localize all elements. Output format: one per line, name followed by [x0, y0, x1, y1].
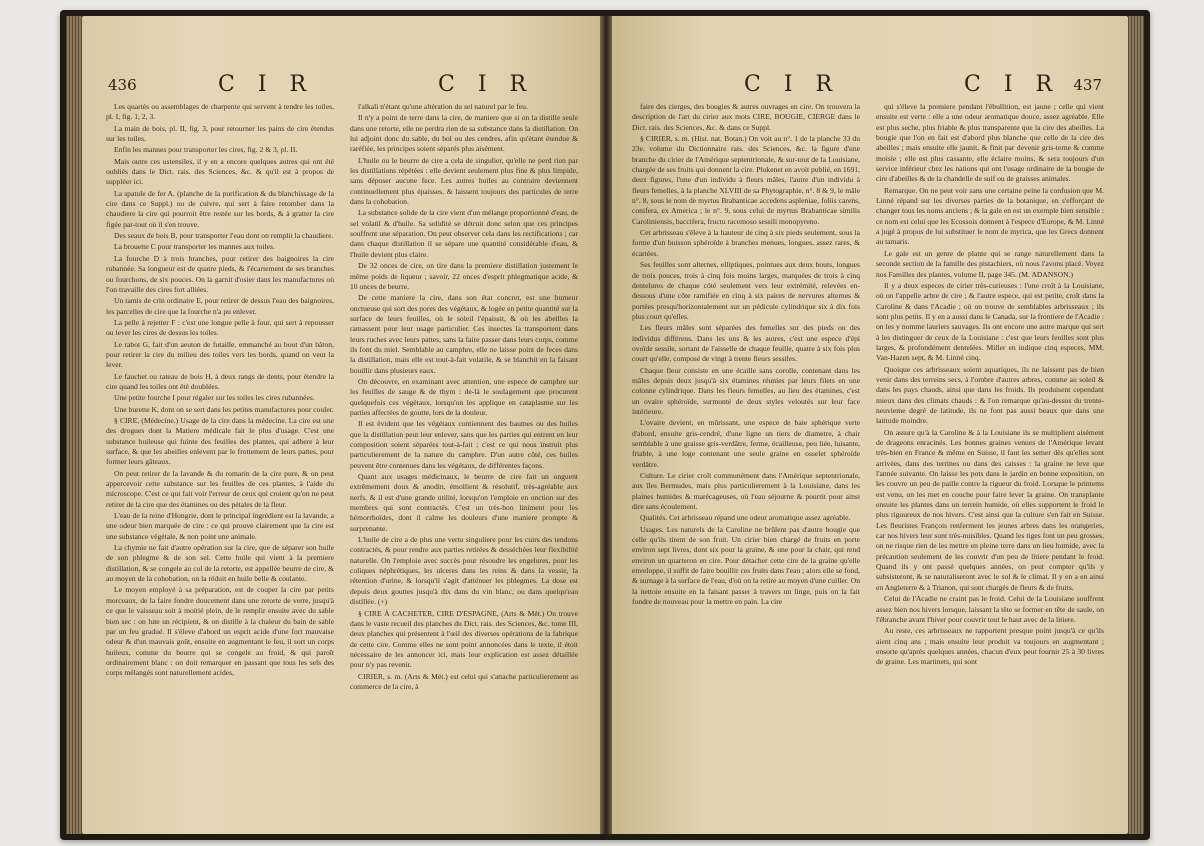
paragraph: De cette maniere la cire, dans son état concret, est une humeur onctueuse qui sort des pores des végétaux, & logée en petite quantité sur la surface de leurs feuilles, où le soleil l'épaissit, & où les abeilles la ramassent pour leur usage particulier. Ces insectes la transportent dans leurs ruches avec leurs pattes, sans la faire passer dans leurs corps, comme ils font du miel. Semblable au camphre, elle ne laisse point de feces dans la distillation, mais elle est tout-à-fait volatile, & se blanchit en la faisant bouillir dans plusieurs eaux. — [350, 293, 578, 375]
left-running-title-2: C I R — [438, 72, 535, 97]
paragraph: La chymie ne fait d'autre opération sur la cire, que de séparer son huile de son phlegme & de son sel. Cette huile qui vient à la premiere distillation, & se congele au col de la retorte, est appellée beurre de cire, & au moyen de la cohobation, on la réduit en huile belle & coulante. — [106, 543, 334, 584]
paragraph: Les quartés ou assemblages de charpente qui servent à tendre les toiles, pl. I, fig. 1, 2, 3. — [106, 102, 334, 122]
paragraph: Un tamis de crin ordinaire E, pour retirer de dessus l'eau des baignoires, les parcelles de cire que la fourche n'a pu enlever. — [106, 296, 334, 316]
left-page-edges — [66, 16, 82, 834]
left-page-column-2 — [350, 102, 578, 812]
left-running-title-1: C I R — [218, 72, 315, 97]
right-page-column-1 — [632, 102, 860, 812]
paragraph: L'huile de cire a de plus une vertu singuliere pour les cuirs des tendons contractés, & pour rendre aux parties retirées & desséchées leur flexibilité naturelle. On l'emploie avec succès pour résoudre les engelures, pour les coliques néphrétiques, les ulceres dans les reins & dans la vessie, la rétention d'urine, & lorsqu'il s'agit d'atténuer les phlegmes. La dose est depuis deux gouttes jusqu'à dix dans du vin blanc, ou dans quelqu'eau distillée. (+) — [350, 535, 578, 607]
paragraph: Usages. Les naturels de la Caroline ne brûlent pas d'autre bougie que celle qu'ils tirent de son fruit. Un cirier bien chargé de fruits en porte environ sept livres, dont six pour la graine, & une pour la chair, qui rend environ un quarteron en cire. Pour détacher cette cire de la graine qu'elle enveloppe, il suffit de faire bouillir ces fruits dans l'eau ; alors elle se fond, & surnage à la surface de l'eau, d'où on la retire au moyen d'une cuiller. On la nettoie ensuite en la faisant passer à travers un linge, puis on la fait fondre de nouveau pour la mettre en pain. La cire — [632, 524, 860, 607]
right-page-columns — [632, 102, 1104, 814]
paragraph: Il n'y a point de terre dans la cire, de maniere que si on la distille seule dans une retorte, elle ne perdra rien de sa substance dans la distillation. On lui adjoint donc du sable, du bol ou des cendres, afin qu'étant étendue & raréfiée, les principes soient séparés plus aisément. — [350, 113, 578, 154]
paragraph: CIRIER, s. m. (Arts & Mét.) est celui qui s'attache particulierement au commerce de la cire, à — [350, 671, 578, 691]
left-page-columns — [106, 102, 580, 814]
paragraph: Ses feuilles sont alternes, elliptiques, pointues aux deux bouts, longues de trois pouces, trois à cinq fois moins larges, marquées de trois à cinq dentelures de chaque côté seulement vers leur extrémité, relevées en-dessous d'une côte ramifiée en cinq à six paires de nervures alternes & portées presqu'horizontalement sur un pédicule cylindrique six à dix fois plus court qu'elles. — [632, 260, 860, 321]
paragraph: Une burette K, dont on se sert dans les petites manufactures pour couler. — [114, 404, 334, 414]
left-page-column-1 — [106, 102, 334, 812]
paragraph: Le moyen employé à sa préparation, est de couper la cire par petits morceaux, de la faire fondre doucement dans une retorte de verre, jusqu'à ce que le vaisseau soit à moitié plein, de le remplir ensuite avec du sable bien sec : on lute un récipient, & on distille à la chaleur du bain de sable par un feu gradué. Il s'éleve d'abord un esprit acide d'une fort mauvaise odeur & d'un mauvais goût, ensuite en augmentant le feu, il sort un corps huileux, comme du beurre qui se congele au froid, & qui paroît ordinairement blanc : on doit remarquer en passant que tous les sels des corps mélangés sont naturellement acides, — [106, 585, 334, 678]
open-book — [60, 10, 1150, 840]
paragraph: L'eau de la reine d'Hongrie, dont le principal ingrédient est la lavande, a une odeur bien marquée de cire : ce qui prouve clairement que la cire est une substance végétale, & non point une animale. — [106, 511, 334, 541]
paragraph: On découvre, en examinant avec attention, une espece de camphre sur les feuilles de sauge & de thym : de-là le soulagement que procurent quelquefois ces végétaux, lorsqu'on les applique en cataplasme sur les parties affectées de goutte, lors de la douleur. — [350, 376, 578, 417]
paragraph: Une petite fourche I pour régaler sur les toiles les cires rubannées. — [114, 393, 315, 403]
paragraph: Il y a deux especes de cirier très-curieuses : l'une croît à la Louisiane, où on l'appelle arbre de cire ; & l'autre espece, qui est petite, croît dans la Caroline & dans l'Acadie ; où on trouve de semblables arbrisseaux ; ils sont plus petits. Il y en a aussi dans le Canada, sur la frontiere de l'Acadie : on les y nomme lauriers sauvages. Ils ont encore une autre marque qui sert à les distinguer de ceux de la Louisiane : c'est que leurs feuilles sont plus larges, & profondément dentelées. Miller en indique cinq especes, MM. Van-Hazen sept, & M. Linné cinq. — [876, 280, 1104, 363]
paragraph: Le rabot G, fait d'un aeuton de futaille, emmanché au bout d'un bâton, pour retirer la cire du milieu des toiles vers les bords, quand on veut la lever. — [106, 339, 334, 370]
paragraph: Remarque. On ne peut voir sans une certaine peine la confusion que M. Linné répand sur les diverses parties de la botanique, en s'efforçant de changer tous les noms anciens ; & la gale en est un exemple bien sensible : ce nom est celui que les Ecossois donnent à l'espece d'Europe, & M. Linné a jugé à propos de lui substituer le nom de myrica, que les Grecs donnent au tamaris. — [876, 185, 1104, 247]
left-page-header — [108, 72, 578, 100]
left-page — [82, 16, 604, 834]
paragraph: faire des cierges, des bougies & autres ouvrages en cire. On trouvera la description de l'art du cirier aux mots CIRE, BOUGIE, CIERGE dans le Dict. rais. des Sciences, &c. & dans ce Suppl. — [632, 102, 860, 132]
paragraph: Les fleurs mâles sont séparées des femelles sur des pieds ou des individus différens. Dans les uns & les autres, c'est une espece d'épi ovoïde sessile, sortant de l'aisselle de chaque feuille, quatre à six fois plus court qu'elle, composé de vingt à trente fleurs sessiles. — [632, 323, 860, 364]
book-gutter — [600, 16, 612, 834]
right-running-title-2: C I R — [964, 72, 1061, 97]
paragraph: § CIRE À CACHETER, CIRE D'ESPAGNE, (Arts & Mét.) On trouve dans le vaste recueil des planches du Dict. rais. des Sciences, &c. tome III, deux planches qui présentent à l'œil des diverses opérations de la fabrique de cette cire. Comme elles ne sont point annoncées dans le texte, il étoit nécessaire de les annoncer ici, mais leur explication est assez détaillée pour n'y pas revenir. — [350, 608, 578, 670]
paragraph: Au reste, ces arbrisseaux ne rapportent presque point jusqu'à ce qu'ils aient cinq ans ; mais ensuite leur produit va toujours en augmentant ; ensorte qu'après quelques années, chacun d'eux peut fournir 25 à 30 livres de graine. Les martinets, qui sont — [876, 626, 1104, 667]
paragraph: On assure qu'à la Caroline & à la Louisiane ils se multiplient aisément de drageons enracinés. Les bonnes graines venues de l'Amérique levant très-bien en France & même en Suisse, il faut les semer dès qu'elles sont arrivées, dans des terrines ou dans des caisses : la graine ne leve que l'année suivante. On laisse les pots dans le jardin en bonne exposition, on les couvre un peu de paille contre la rigueur du froid. Lorsque le printems est venu, on les met en couche pour faire lever la graine. On transplante ensuite les plantes dans un terrein humide, où elles supportent le froid le plus rigoureux de nos hivers. C'est ainsi que la culture s'en fait en Suisse. Les fleuristes François renferment les jeunes arbres dans les orangeries, car nos hivers leur sont très-nuisibles. Quand les tiges font un peu grosses, on ne risque rien de les mettre en pleine terre dans un lieu humide, avec la précaution seulement de les couvrir d'un peu de litiere pendant le froid. Quand ils y ont passé quelques années, on peut compter qu'ils y subsisteront, & se naturaliseront avec le sol & le climat. Il y en a en ainsi en Angleterre & à Trianon, qui sont chargés de fleurs & de fruits. — [876, 427, 1104, 592]
paragraph: Le fauchet ou rateau de bois H, à deux rangs de dents, pour étendre la cire quand les toiles ont été doublées. — [106, 371, 334, 391]
right-page-column-2 — [876, 102, 1104, 812]
paragraph: La main de bois, pl. II, fig. 3, pour retourner les pains de cire étendus sur les toiles. — [106, 123, 334, 144]
paragraph: La pelle à rejetter F : c'est une longue pelle à four, qui sert à repousser ou lever les cires de dessus les toiles. — [106, 317, 334, 338]
paragraph: Enfin les mannes pour transporter les cires, fig. 2 & 3, pl. II. — [114, 145, 298, 155]
paragraph: La brouette C pour transporter les mannes aux toiles. — [114, 242, 275, 252]
paragraph: Celui de l'Acadie ne craint pas le froid. Celui de la Louisiane souffrent assez bien nos hivers lorsque, laissant la tête se former en tête de saule, on l'ébranche avant l'hiver pour couvrir tout le haut avec de la litiere. — [876, 594, 1104, 624]
paragraph: On peut retirer de la lavande & du romarin de la cire pure, & on peut appercevoir cette substance sur les feuilles de ces plantes, à l'aide du microscope. C'est ce qui fait voir l'erreur de ceux qui croient qu'on ne peut retirer de la cire que des étamines ou des pétales de la fleur. — [106, 468, 334, 509]
right-running-title-1: C I R — [744, 72, 841, 97]
right-page — [608, 16, 1128, 834]
paragraph: § CIRE, (Médecine.) Usage de la cire dans la médecine. La cire est une des drogues dont la Matiere médicale fait le plus d'usage. C'est une substance huileuse qui fuinte des feuilles des plantes, qui adhere à leur surface, & que les abeilles enlevent par le frottement de leurs pattes, pour former leurs gâteaux. — [106, 415, 334, 467]
left-page-number: 436 — [108, 76, 137, 94]
paragraph: La substance solide de la cire vient d'un mélange proportionné d'eau, de sel volatil & d'huile. Sa solidité se détruit donc selon que ces principes souffrent une séparation. On peut observer cela dans les rectifications ; car dans chaque distillation il se sépare une quantité considérable d'eau, & l'huile devient plus claire. — [350, 208, 578, 259]
paragraph: Des seaux de bois B, pour transporter l'eau dont on remplit la chaudiere. — [114, 231, 334, 241]
paragraph: Qualités. Cet arbrisseau répand une odeur aromatique assez agréable. — [640, 513, 851, 523]
paragraph: § CIRIER, s. m. (Hist. nat. Botan.) On voit au n°. 1 de la planche 33 du 23e. volume du Dictionnaire rais. des Sciences, &c. la figure d'une branche du cirier de l'Amérique septentrionale, & sur-tout de la Louisiane, chargée de ses fruits qui donnent la cire. Plukenet en avoit publié, en 1691, deux figures, l'une d'un individu à fleurs mâles, l'autre d'un individu à fleurs femelles, à la planche XLVIII de sa Phytographie, n°. 8 & 9, le mâle n°. 8, sous le nom de myrtus Brabanticae accedens aspleniae, foliis carens, conifera, ex America ; le n°. 9, sous celui de myrtus Brabanticae similis Caroliniensis, baccifera, fructu racemoso sessili monopyreno. — [632, 134, 860, 226]
paragraph: Il est évident que les végétaux contiennent des baumes ou des huiles que la distillation peut leur enlever, sans que les parties qui entrent en leur composition soient séparées tout-à-fait ; c'est ce qui nous instruit plus particulierement de la nature du camphre. D'un autre côté, ces huiles peuvent être contenues dans les végétaux, de différentes façons. — [350, 419, 578, 470]
paragraph: La spatule de fer A, (planche de la purification & du blanchissage de la cire dans ce Suppl.) ou de cuivre, qui sert à faire retomber dans la chaudiere la cire qui pourroit être restée sur les bords, & à gratter la cire figée par-tout où il s'en trouve. — [106, 188, 334, 229]
paragraph: L'huile ou le beurre de cire a cela de singulier, qu'elle ne perd rien par les distillations répétées : elle devient seulement plus fine & plus limpide, sans déposer aucune fece. Les autres huiles au contraire deviennent continuellement plus épaisses, & laissent toujours des particules de terre dans la cohobation. — [350, 155, 578, 207]
paragraph: qui s'éleve la premiere pendant l'ébullition, est jaune ; celle qui vient ensuite est verte : elle a une odeur aromatique douce, assez agréable. Elle est plus seche, plus friable & plus transparente que la cire des abeilles. La bougie que l'on en fait est d'abord plus blanche que celle de la cire des abeilles ; mais ensuite elle jaunit, & finit par devenir gris-terne & comme moisie ; elle est plus cassante, elle éclaire moins, & sera toujours d'un service inférieur chez les nations qui ont l'usage ordinaire de la bougie de cire d'abeilles & de la chandelle de suif ou de graisses animales. — [876, 102, 1104, 184]
paragraph: Quant aux usages médicinaux, le beurre de cire fait un onguent extrêmement doux & anodin, émollient & résolutif, très-agréable aux nerfs, & il est d'une grande utilité, lorsqu'on l'emploie en onction sur des membres qui sont contractés. C'est un très-bon liniment pour les hémorrhoïdes, dont il calme les douleurs d'une maniere prompte & surprenante. — [350, 472, 578, 533]
paragraph: De 32 onces de cire, on tire dans la premiere distillation justement le même poids de liqueur ; savoir, 22 onces d'esprit phlegmatique acide, & 10 onces de beurre. — [350, 261, 578, 291]
right-page-number: 437 — [1073, 76, 1102, 94]
paragraph: L'ovaire devient, en mûrissant, une espece de baie sphérique verte d'abord, ensuite gris-cendré, d'une ligne un tiers de diametre, à chair semblable à une graisse gris-verdâtre, ferme, écailleuse, peu liée, luisante, friable, à une loge contenant une seule graine en osselet sphéroïde verdâtre. — [632, 418, 860, 469]
right-page-header — [634, 72, 1102, 100]
paragraph: Cet arbrisseau s'éleve à la hauteur de cinq à six pieds seulement, sous la forme d'un buisson sphéroïde à branches menues, longues, assez rares, & écartées. — [632, 228, 860, 258]
paragraph: La fourche D à trois branches, pour retirer des baignoires la cire rubannée. Sa longueur est de quatre pieds, & l'écartement de ses branches ou fourchons, de six pouces. On la garnit d'osier dans les manufactures où l'on travaille des cires fort alliées. — [106, 253, 334, 294]
paragraph: Culture. Le cirier croît communément dans l'Amérique septentrionale, aux îles Bermudes, mais plus particulierement à la Louisiane, dans les plaines humides & marécageuses, où l'eau séjourne & pourrit pour ainsi dire sans écoulement. — [632, 471, 860, 512]
paragraph: Le gale est un genre de plante qui se range naturellement dans la seconde section de la famille des pistachiers, où nous l'avons placé. Voyez nos Familles des plantes, volume II, page 345. (M. ADANSON.) — [876, 248, 1104, 279]
paragraph: Quoique ces arbrisseaux soient aquatiques, ils ne laissent pas de bien venir dans des terreins secs, à l'ombre d'autres arbres, comme au soleil & dans les pays chauds, ainsi que dans les froids. Ils produisent cependant mieux dans des climats chauds : & l'on remarque qu'au-dessus du trente-neuvieme degré de latitude, ils ne font pas aussi beaux que dans une latitude moindre. — [876, 364, 1104, 426]
right-page-edges — [1128, 16, 1144, 834]
paragraph: Chaque fleur consiste en une écaille sans corolle, contenant dans les mâles depuis deux jusqu'à six étamines réunies par leurs filets en une colonne cylindrique. Dans les fleurs femelles, au lieu des étamines, c'est un ovaire sphéroïde, surmonté de deux styles veloutés sur leur face intérieure. — [632, 365, 860, 416]
paragraph: Mais outre ces ustensiles, il y en a encore quelques autres qui ont été oubliés dans le Dict. rais. des Sciences, &c. & qu'il est à propos de suppléer ici. — [106, 156, 334, 187]
paragraph: l'alkali n'étant qu'une altération du sel naturel par le feu. — [358, 102, 528, 111]
